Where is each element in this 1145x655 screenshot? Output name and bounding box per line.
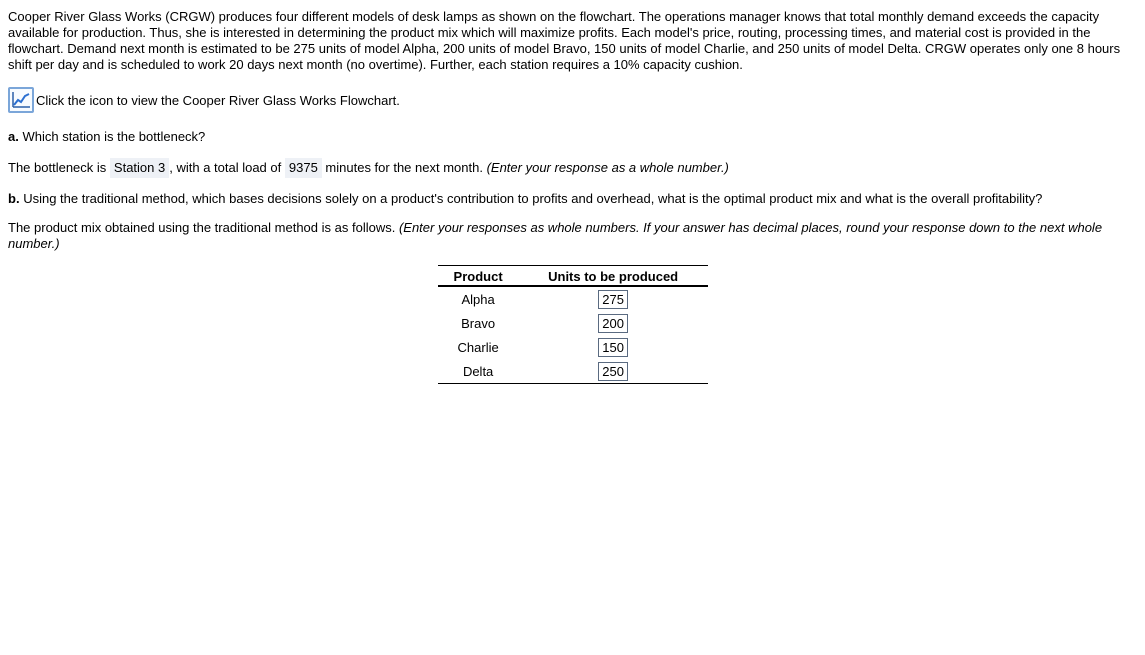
answer-b-hint: (Enter your responses as whole numbers. If your answer has decimal places, round your response down to the next whole number.)	[8, 220, 1103, 251]
table-row	[438, 311, 708, 335]
flowchart-link-text: Click the icon to view the Cooper River Glass Works Flowchart.	[36, 92, 400, 108]
bottleneck-station-answer[interactable]: Station 3	[110, 158, 169, 178]
header-units: Units to be produced	[519, 266, 708, 287]
question-b-label: b.	[8, 191, 20, 206]
answer-b-text: The product mix obtained using the traditional method is as follows.	[8, 220, 396, 235]
product-name: Charlie	[457, 339, 499, 355]
question-a	[8, 129, 1137, 145]
product-name: Alpha	[461, 291, 495, 307]
answer-a-suffix: minutes for the next month.	[325, 160, 483, 175]
header-product: Product	[438, 266, 519, 287]
table-row	[438, 359, 708, 384]
table-row	[438, 335, 708, 359]
question-a-label: a.	[8, 129, 19, 144]
units-input[interactable]: 150	[598, 338, 628, 357]
units-input[interactable]: 275	[598, 290, 628, 309]
answer-a-prefix: The bottleneck is	[8, 160, 107, 175]
units-input[interactable]: 200	[598, 314, 628, 333]
answer-a-hint: (Enter your response as a whole number.)	[486, 160, 729, 175]
line-chart-icon[interactable]	[8, 87, 34, 113]
answer-a	[8, 158, 1137, 178]
table-row	[438, 286, 708, 311]
product-name: Delta	[462, 363, 494, 379]
units-input[interactable]: 250	[598, 362, 628, 381]
product-name: Bravo	[461, 315, 496, 331]
problem-statement: Cooper River Glass Works (CRGW) produces four different models of desk lamps as shown on the flowchart. The operations manager knows that total monthly demand exceeds the capacity available for production. Thus, she is interested in determining the product mix which will maximize profits. Each model's price, routing, processing times, and material cost is provided in the flowchart. Demand next month is estimated to be 275 units of model Alpha, 200 units of model Bravo, 150 units of model Charlie, and 250 units of model Delta. CRGW operates only one 8 hours shift per day and is scheduled to work 20 days next month (no overtime). Further, each station requires a 10% capacity cushion.	[8, 9, 1121, 72]
product-mix-table-wrap	[8, 265, 1137, 384]
answer-a-mid: , with a total load of	[169, 160, 282, 175]
question-b-text: Using the traditional method, which bases decisions solely on a product's contribution to profits and overhead, what is the optimal product mix and what is the overall profitability?	[23, 191, 1043, 206]
question-a-text: Which station is the bottleneck?	[22, 129, 206, 144]
question-b	[8, 191, 1137, 207]
total-load-answer[interactable]: 9375	[285, 158, 322, 178]
answer-b-instructions	[8, 220, 1137, 252]
product-mix-table	[438, 265, 708, 384]
flowchart-link-row	[8, 85, 1137, 115]
